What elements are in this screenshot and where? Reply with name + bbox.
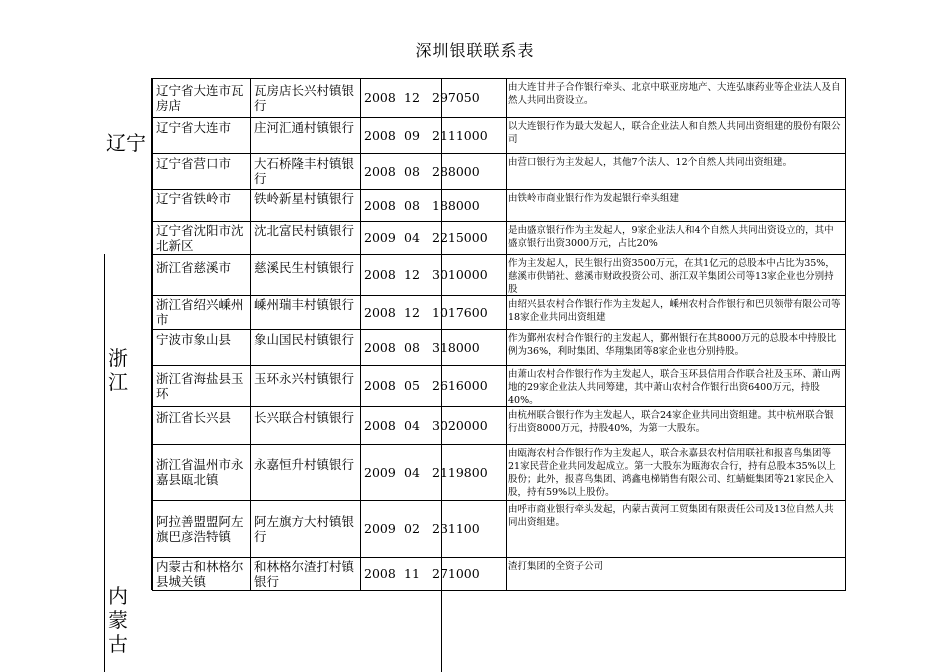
capital-cell: 271000	[432, 566, 480, 581]
row-divider	[152, 117, 846, 118]
table-row	[152, 557, 846, 590]
month-cell: 04	[404, 230, 420, 245]
left-border-zhejiang	[104, 254, 105, 500]
description-cell: 由铁岭市商业银行作为发起银行牵头组建	[508, 193, 680, 204]
row-divider	[152, 365, 846, 366]
year-cell: 2008	[364, 90, 396, 105]
province-label-liaoning: 辽宁	[106, 131, 146, 155]
year-cell: 2008	[364, 378, 396, 393]
bank-name-cell: 阿左旗方大村镇银行	[254, 513, 355, 544]
location-cell: 浙江省海盐县玉环	[156, 370, 244, 401]
left-border-neimenggu	[104, 500, 105, 672]
year-cell: 2008	[364, 267, 396, 282]
table-row	[152, 189, 846, 221]
year-cell: 2009	[364, 464, 396, 480]
capital-cell: 2616000	[432, 378, 488, 393]
month-cell: 08	[404, 163, 420, 179]
description-cell: 由呼市商业银行牵头发起，内蒙古黄河工贸集团有限责任公司及13位自然人共同出资组建。	[508, 504, 834, 528]
table-row	[152, 78, 846, 117]
month-cell: 04	[404, 417, 420, 433]
month-cell: 12	[404, 90, 420, 105]
capital-cell: 2215000	[432, 230, 488, 245]
capital-cell: 2119800	[432, 464, 488, 480]
location-cell: 辽宁省沈阳市沈北新区	[156, 223, 244, 253]
table-bottom-border	[152, 590, 846, 591]
description-cell: 由杭州联合银行作为主发起人，联合24家企业共同出资组建。其中杭州联合银行出资8000万元，持股40%，为第一大股东。	[508, 410, 834, 434]
bank-name-cell: 铁岭新星村镇银行	[254, 191, 355, 206]
location-cell: 辽宁省铁岭市	[156, 191, 232, 206]
location-cell: 内蒙古和林格尔县城关镇	[156, 559, 244, 589]
year-cell: 2008	[364, 417, 396, 433]
bank-name-cell: 慈溪民生村镇银行	[254, 259, 355, 275]
location-cell: 辽宁省大连市	[156, 120, 232, 135]
year-cell: 2008	[364, 304, 396, 320]
row-divider	[152, 557, 846, 558]
row-divider	[152, 406, 846, 407]
bank-name-cell: 永嘉恒升村镇银行	[254, 457, 355, 472]
description-cell: 作为主发起人，民生银行出资3500万元，在其1亿元的总股本中占比为35%，慈溪市供销社、慈溪市财政投资公司、浙江双羊集团公司等13家企业也分别持股	[508, 258, 835, 295]
table-row	[152, 500, 846, 557]
description-cell: 由瓯海农村合作银行作为主发起人，联合永嘉县农村信用联社和报喜鸟集团等21家民营企业共同发起成立。第一大股东为瓯海农合行，持有总股本35%以上股份；此外，报喜鸟集团、鸿鑫电梯销售有限公司、红蜻蜓集团等21家民企入股，持有59%以上股份。	[508, 448, 836, 498]
province-label-neimenggu: 内蒙古	[108, 584, 128, 656]
year-cell: 2008	[364, 566, 396, 581]
table-row	[152, 117, 846, 153]
page-title: 深圳银联联系表	[415, 41, 535, 60]
row-divider	[152, 295, 846, 296]
description-cell: 渣打集团的全资子公司	[508, 561, 604, 572]
table-row	[152, 254, 846, 295]
bank-name-cell: 嵊州瑞丰村镇银行	[254, 297, 355, 312]
location-cell: 浙江省慈溪市	[156, 259, 232, 275]
bank-name-cell: 沈北富民村镇银行	[254, 223, 355, 238]
capital-cell: 231100	[432, 521, 480, 536]
capital-cell: 1017600	[432, 304, 488, 320]
row-divider	[152, 78, 846, 79]
location-cell: 宁波市象山县	[156, 332, 232, 347]
row-divider	[152, 329, 846, 330]
year-cell: 2008	[364, 339, 396, 355]
location-cell: 浙江省温州市永嘉县瓯北镇	[156, 457, 244, 487]
location-cell: 浙江省长兴县	[156, 410, 232, 425]
description-cell: 由营口银行为主发起人，其他7个法人、12个自然人共同出资组建。	[508, 157, 793, 168]
table-row	[152, 153, 846, 189]
description-cell: 作为鄞州农村合作银行的主发起人，鄞州银行在其8000万元的总股本中持股比例为36%，利时集团、华翔集团等8家企业也分别持股。	[508, 333, 837, 357]
year-cell: 2008	[364, 127, 396, 143]
description-cell: 由萧山农村合作银行作为主发起人，联合玉环县信用合作联合社及玉环、萧山两地的29家企业法人共同筹建，其中萧山农村合作银行出资6400万元，持股40%。	[508, 369, 841, 406]
bank-name-cell: 庄河汇通村镇银行	[254, 120, 355, 135]
bank-name-cell: 大石桥隆丰村镇银行	[254, 156, 355, 186]
table-row	[152, 329, 846, 365]
location-cell: 辽宁省大连市瓦房店	[156, 82, 244, 113]
capital-cell: 3010000	[432, 267, 488, 282]
description-cell: 由绍兴县农村合作银行作为主发起人，嵊州农村合作银行和巴贝领带有限公司等18家企业共同出资组建	[508, 299, 841, 323]
row-divider	[152, 153, 846, 154]
month-cell: 02	[404, 521, 420, 536]
month-cell: 08	[404, 339, 420, 355]
table-row	[152, 221, 846, 254]
bank-name-cell: 玉环永兴村镇银行	[254, 370, 355, 386]
table-row	[152, 444, 846, 500]
row-divider	[152, 254, 846, 255]
table-row	[152, 406, 846, 444]
capital-cell: 2111000	[432, 127, 488, 143]
month-cell: 12	[404, 304, 420, 320]
bank-name-cell: 长兴联合村镇银行	[254, 410, 355, 425]
description-cell: 是由盛京银行作为主发起人，9家企业法人和4个自然人共同出资设立的，其中盛京银行出资3000万元，占比20%	[508, 225, 834, 249]
row-divider	[152, 221, 846, 222]
month-cell: 05	[404, 378, 420, 393]
capital-cell: 318000	[432, 339, 480, 355]
description-cell: 以大连银行作为最大发起人，联合企业法人和自然人共同出资组建的股份有限公司	[508, 121, 841, 145]
year-cell: 2009	[364, 521, 396, 536]
row-divider	[152, 444, 846, 445]
year-cell: 2009	[364, 230, 396, 245]
month-cell: 09	[404, 127, 420, 143]
location-cell: 阿拉善盟盟阿左旗巴彦浩特镇	[156, 513, 244, 544]
month-cell: 11	[404, 566, 420, 581]
year-cell: 2008	[364, 197, 396, 213]
month-cell: 12	[404, 267, 420, 282]
capital-cell: 3020000	[432, 417, 488, 433]
location-cell: 浙江省绍兴嵊州市	[156, 297, 244, 327]
month-cell: 04	[404, 464, 420, 480]
province-label-zhejiang: 浙江	[108, 346, 128, 394]
bank-name-cell: 瓦房店长兴村镇银行	[254, 82, 355, 113]
year-cell: 2008	[364, 163, 396, 179]
capital-cell: 297050	[432, 90, 480, 105]
capital-cell: 288000	[432, 163, 480, 179]
month-cell: 08	[404, 197, 420, 213]
table-row	[152, 365, 846, 406]
location-cell: 辽宁省营口市	[156, 156, 232, 171]
capital-cell: 188000	[432, 197, 480, 213]
table-row	[152, 295, 846, 329]
bank-name-cell: 象山国民村镇银行	[254, 332, 355, 347]
bank-name-cell: 和林格尔渣打村镇银行	[254, 559, 355, 589]
row-divider	[152, 500, 846, 501]
row-divider	[152, 189, 846, 190]
description-cell: 由大连甘井子合作银行牵头、北京中联亚房地产、大连弘康药业等企业法人及自然人共同出资设立。	[508, 82, 841, 106]
